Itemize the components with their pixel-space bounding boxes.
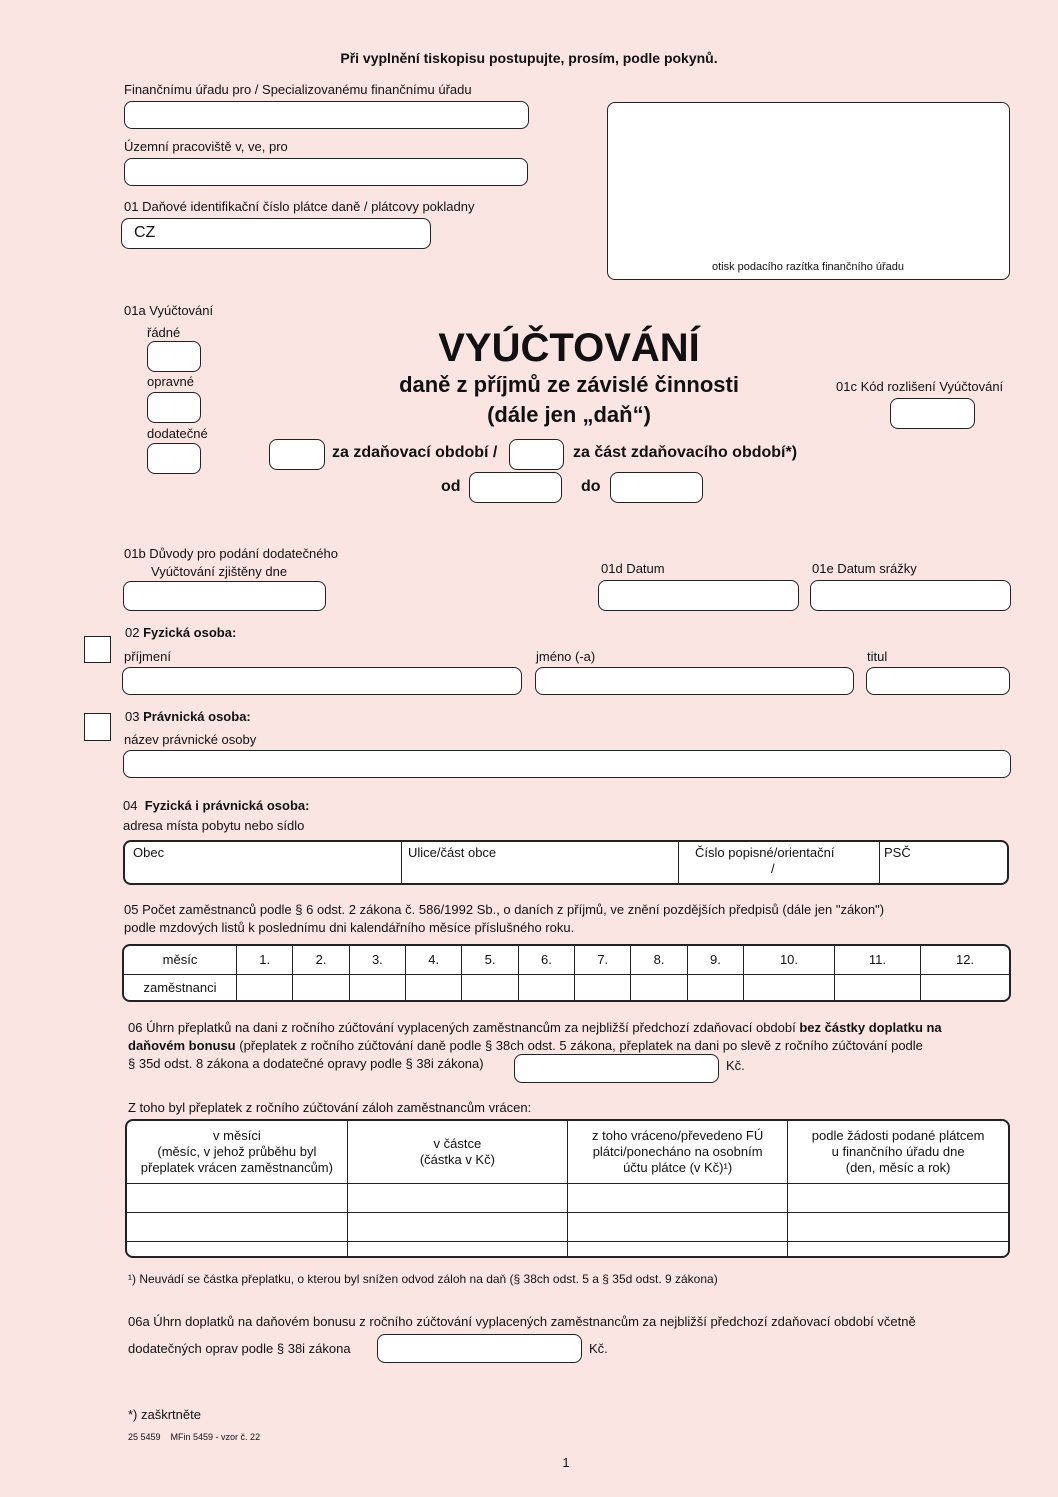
duvody-label: 01b Důvody pro podání dodatečného: [124, 546, 338, 561]
dic-label: 01 Daňové identifikační číslo plátce daně / plátcovy pokladny: [124, 199, 475, 214]
table-row: [127, 1183, 1008, 1212]
month-header: 2.: [293, 946, 349, 974]
doplatky-currency: Kč.: [589, 1341, 608, 1356]
month-header: 1.: [237, 946, 293, 974]
datum-srazky-label: 01e Datum srážky: [812, 561, 917, 576]
table-cell[interactable]: [568, 1212, 788, 1241]
month-header: 6.: [518, 946, 574, 974]
duvody-label-2: Vyúčtování zjištěny dne: [151, 564, 288, 579]
financni-urad-label: Finančnímu úřadu pro / Specializovanému finančnímu úřadu: [124, 82, 472, 97]
table-cell[interactable]: [788, 1212, 1008, 1241]
table-cell[interactable]: [788, 1241, 1008, 1256]
employee-count-cell[interactable]: [237, 974, 293, 1000]
od-field[interactable]: [469, 472, 562, 503]
pracoviste-field[interactable]: [124, 158, 528, 186]
employee-count-cell[interactable]: [744, 974, 835, 1000]
employee-count-cell[interactable]: [518, 974, 574, 1000]
employee-count-cell[interactable]: [575, 974, 631, 1000]
table-cell[interactable]: [568, 1241, 788, 1256]
employee-count-cell[interactable]: [349, 974, 405, 1000]
footnote-asterisk: *) zaškrtněte: [128, 1407, 201, 1422]
table-header-row: [127, 1121, 1008, 1183]
do-field[interactable]: [610, 472, 703, 503]
dic-prefix: CZ: [134, 224, 156, 241]
prijmeni-field[interactable]: [122, 667, 522, 695]
kod-rozliseni-label: 01c Kód rozlišení Vyúčtování: [836, 379, 1004, 394]
jmeno-label: jméno (-a): [536, 649, 596, 664]
table-row: [127, 1241, 1008, 1256]
part-period-label: za část zdaňovacího období*): [573, 444, 798, 461]
form-subtitle: daně z příjmů ze závislé činnosti: [399, 372, 739, 397]
jmeno-field[interactable]: [535, 667, 854, 695]
ulice-label: Ulice/část obce: [408, 845, 497, 860]
obec-label: Obec: [133, 845, 165, 860]
divider: [879, 842, 880, 883]
footnote: ¹) Neuvádí se částka přeplatku, o kterou byl snížen odvod záloh na daň (§ 38ch odst. 5 a § 35d odst. 9 zákona): [128, 1272, 718, 1286]
divider: [678, 842, 679, 883]
month-header: 8.: [631, 946, 687, 974]
adresa-sublabel: adresa místa pobytu nebo sídlo: [123, 818, 305, 833]
preplatky-currency: Kč.: [726, 1058, 745, 1073]
pravnicka-osoba-checkbox[interactable]: [84, 713, 111, 741]
cislo-label: Číslo popisné/orientační: [695, 845, 835, 860]
zamestnanci-text-1: 05 Počet zaměstnanců podle § 6 odst. 2 zákona č. 586/1992 Sb., o daních z příjmů, ve znění pozdějších předpisů (dále jen "zákon"): [124, 902, 885, 917]
form-title: VYÚČTOVÁNÍ: [438, 326, 700, 370]
do-label: do: [581, 478, 601, 495]
adresa-table: [123, 840, 1009, 885]
table-cell[interactable]: [788, 1183, 1008, 1212]
month-header: 4.: [406, 946, 462, 974]
cislo-separator: /: [771, 861, 775, 876]
form-subtitle-2: (dále jen „daň“): [487, 402, 651, 427]
titul-label: titul: [867, 649, 888, 664]
col-mesic-header: v měsíci (měsíc, v jehož průběhu byl přeplatek vrácen zaměstnancům): [127, 1121, 347, 1183]
pracoviste-label: Územní pracoviště v, ve, pro: [124, 139, 288, 154]
pravnicka-osoba-heading: 03 Právnická osoba:: [125, 709, 251, 724]
col-castka-header: v částce (částka v Kč): [347, 1121, 567, 1183]
od-label: od: [441, 478, 461, 495]
employee-count-cell[interactable]: [631, 974, 687, 1000]
opravne-checkbox[interactable]: [147, 392, 201, 423]
doplatky-text-2: dodatečných oprav podle § 38i zákona: [128, 1341, 351, 1356]
zamestnanci-label: zaměstnanci: [124, 974, 237, 1000]
dic-field[interactable]: [121, 218, 431, 249]
page-number: 1: [562, 1455, 570, 1470]
divider: [401, 842, 402, 883]
table-cell[interactable]: [347, 1212, 567, 1241]
vyuctovani-type-label: 01a Vyúčtování: [124, 303, 214, 318]
form-code: 25 5459 MFin 5459 - vzor č. 22: [128, 1432, 261, 1442]
month-header: 9.: [687, 946, 743, 974]
kod-rozliseni-field[interactable]: [890, 398, 975, 429]
form-instruction: Při vyplnění tiskopisu postupujte, prosím, podle pokynů.: [340, 50, 718, 66]
doplatky-text-1: 06a Úhrn doplatků na daňovém bonusu z ročního zúčtování vyplacených zaměstnancům za nejbližší předchozí zdaňovací období včetně: [128, 1314, 916, 1329]
dodatecne-checkbox[interactable]: [147, 443, 201, 474]
financni-urad-field[interactable]: [124, 101, 529, 129]
stamp-area: [607, 102, 1010, 280]
nazev-field[interactable]: [123, 750, 1011, 778]
period-checkbox[interactable]: [269, 439, 325, 470]
period-label: za zdaňovací období /: [332, 444, 498, 461]
radne-checkbox[interactable]: [147, 341, 201, 372]
table-cell[interactable]: [127, 1212, 347, 1241]
employee-count-cell[interactable]: [406, 974, 462, 1000]
vraceni-intro: Z toho byl přeplatek z ročního zúčtování záloh zaměstnancům vrácen:: [128, 1100, 532, 1115]
psc-label: PSČ: [884, 845, 911, 860]
dodatecne-label: dodatečné: [147, 426, 208, 441]
part-period-checkbox[interactable]: [509, 439, 564, 470]
zamestnanci-table: [122, 944, 1011, 1002]
table-row: [127, 1212, 1008, 1241]
nazev-label: název právnické osoby: [124, 732, 257, 747]
month-header: 10.: [744, 946, 835, 974]
employee-count-cell[interactable]: [834, 974, 920, 1000]
zamestnanci-text-2: podle mzdových listů k poslednímu dni kalendářního měsíce příslušného roku.: [124, 920, 575, 935]
col-vraceno-header: z toho vráceno/převedeno FÚ plátci/ponecháno na osobním účtu plátce (v Kč)¹): [568, 1121, 788, 1183]
table-cell[interactable]: [347, 1183, 567, 1212]
datum-srazky-field[interactable]: [810, 580, 1011, 611]
preplatky-text-2: daňovém bonusu (přeplatek z ročního zúčtování daně podle § 38ch odst. 5 zákona, přeplatek na dani po slevě z ročního zúčtování podle: [128, 1038, 923, 1053]
table-cell[interactable]: [127, 1241, 347, 1256]
duvody-date-field[interactable]: [123, 581, 326, 611]
titul-field[interactable]: [866, 667, 1010, 695]
employee-count-cell[interactable]: [293, 974, 349, 1000]
adresa-heading: 04 Fyzická i právnická osoba:: [123, 798, 310, 813]
month-header: 12.: [921, 946, 1009, 974]
months-row: [124, 946, 1009, 974]
vraceni-table: [125, 1119, 1010, 1258]
employee-count-cell[interactable]: [687, 974, 743, 1000]
month-header: 3.: [349, 946, 405, 974]
preplatky-text-3: § 35d odst. 8 zákona a dodatečné opravy podle § 38i zákona): [128, 1056, 484, 1071]
opravne-label: opravné: [147, 374, 194, 389]
preplatky-text-1: 06 Úhrn přeplatků na dani z ročního zúčtování vyplacených zaměstnancům za nejbližší předchozí zdaňovací období bez částky doplatku na: [128, 1020, 942, 1035]
month-header: 11.: [834, 946, 920, 974]
counts-row: [124, 974, 1009, 1000]
mesic-label: měsíc: [124, 946, 237, 974]
fyzicka-osoba-checkbox[interactable]: [84, 636, 111, 663]
prijmeni-label: příjmení: [124, 649, 171, 664]
table-cell[interactable]: [568, 1183, 788, 1212]
doplatky-amount-field[interactable]: [377, 1334, 582, 1363]
stamp-label: otisk podacího razítka finančního úřadu: [711, 261, 904, 273]
col-zadost-header: podle žádosti podané plátcem u finančního úřadu dne (den, měsíc a rok): [788, 1121, 1008, 1183]
datum-label: 01d Datum: [601, 561, 665, 576]
datum-field[interactable]: [598, 580, 799, 611]
month-header: 5.: [462, 946, 518, 974]
table-cell[interactable]: [347, 1241, 567, 1256]
employee-count-cell[interactable]: [921, 974, 1009, 1000]
preplatky-amount-field[interactable]: [514, 1054, 719, 1083]
fyzicka-osoba-heading: 02 Fyzická osoba:: [125, 625, 237, 640]
radne-label: řádné: [147, 325, 181, 340]
employee-count-cell[interactable]: [462, 974, 518, 1000]
month-header: 7.: [575, 946, 631, 974]
table-cell[interactable]: [127, 1183, 347, 1212]
